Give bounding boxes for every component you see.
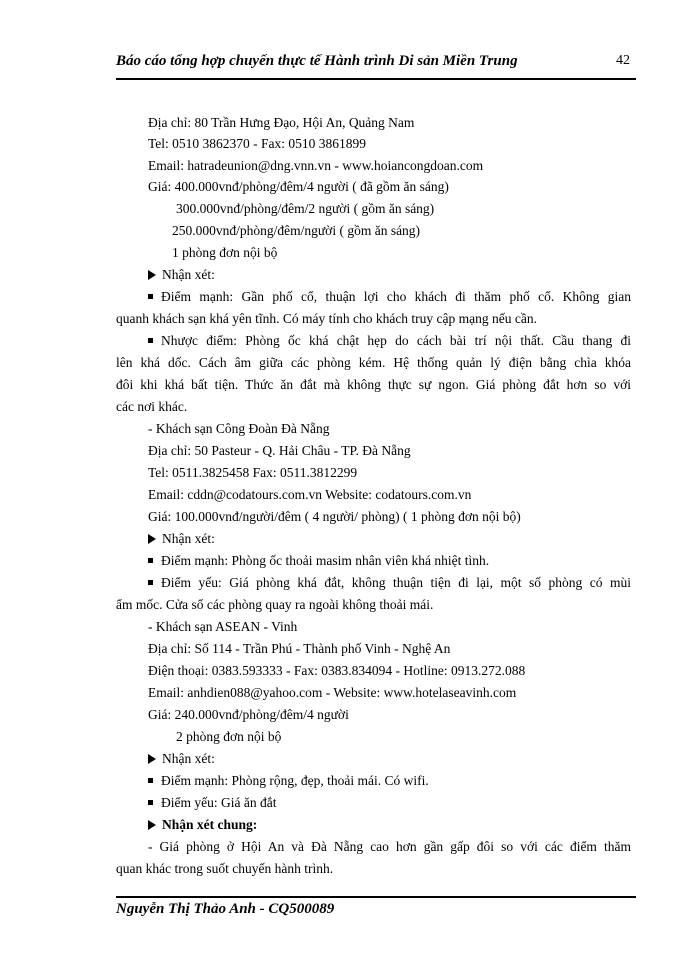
- square-bullet-icon: [148, 338, 153, 343]
- hoian-price-3: 250.000vnđ/phòng/đêm/người ( gồm ăn sáng): [172, 223, 421, 238]
- hoian-phone: Tel: 0510 3862370 - Fax: 0510 3861899: [148, 136, 367, 151]
- hoian-strength: Điểm mạnh: Gần phố cổ, thuận lợi cho khách đi thăm phố cổ. Không gian: [116, 286, 631, 307]
- square-bullet-icon: [148, 800, 153, 805]
- arrow-bullet-icon: [148, 820, 156, 830]
- hoian-weakness-cont-2: đôi khi khá bất tiện. Thức ăn đắt mà không thực sự ngon. Giá phòng đắt hơn so với: [116, 377, 631, 392]
- vinh-price-2: 2 phòng đơn nội bộ: [176, 729, 282, 744]
- summary-label: Nhận xét chung:: [162, 817, 258, 832]
- header-divider: [116, 78, 636, 80]
- square-bullet-icon: [148, 558, 153, 563]
- arrow-bullet-icon: [148, 270, 156, 280]
- hoian-price-2: 300.000vnđ/phòng/đêm/2 người ( gồm ăn sáng): [176, 201, 435, 216]
- header-title: Báo cáo tổng hợp chuyến thực tế Hành trình Di sản Miền Trung: [116, 53, 518, 69]
- danang-address: Địa chỉ: 50 Pasteur - Q. Hải Châu - TP. Đà Nẵng: [148, 443, 411, 458]
- arrow-bullet-icon: [148, 754, 156, 764]
- square-bullet-icon: [148, 294, 153, 299]
- hoian-weakness-cont-1: lên khá dốc. Cách âm giữa các phòng kém. Hệ thống quản lý điện bằng chìa khóa: [116, 355, 631, 370]
- vinh-strength: Điểm mạnh: Phòng rộng, đẹp, thoải mái. Có wifi.: [148, 770, 429, 791]
- hoian-strength-cont: quanh khách sạn khá yên tĩnh. Có máy tính cho khách truy cập mạng nếu cần.: [116, 311, 538, 326]
- hoian-price-1: Giá: 400.000vnđ/phòng/đêm/4 người ( đã gồm ăn sáng): [148, 179, 449, 194]
- hoian-email: Email: hatradeunion@dng.vnn.vn - www.hoiancongdoan.com: [148, 158, 484, 173]
- danang-strength: Điểm mạnh: Phòng ốc thoải masim nhân viên khá nhiệt tình.: [148, 550, 489, 571]
- danang-weakness: Điểm yếu: Giá phòng khá đắt, không thuận tiện đi lại, một số phòng có mùi: [116, 572, 631, 593]
- vinh-review: [148, 748, 215, 769]
- arrow-bullet-icon: [148, 534, 156, 544]
- page-header: [116, 53, 636, 75]
- danang-hotel-name: - Khách sạn Công Đoàn Đà Nẵng: [148, 421, 330, 436]
- vinh-email: Email: anhdien088@yahoo.com - Website: www.hotelaseavinh.com: [148, 685, 517, 700]
- danang-weakness-cont: ẩm mốc. Cửa sổ các phòng quay ra ngoài không thoải mái.: [116, 597, 434, 612]
- summary-heading: [148, 814, 257, 835]
- hoian-address: Địa chỉ: 80 Trần Hưng Đạo, Hội An, Quảng Nam: [148, 115, 415, 130]
- hoian-price-4: 1 phòng đơn nội bộ: [172, 245, 278, 260]
- danang-phone: Tel: 0511.3825458 Fax: 0511.3812299: [148, 465, 358, 480]
- vinh-phone: Điện thoại: 0383.593333 - Fax: 0383.834094 - Hotline: 0913.272.088: [148, 663, 526, 678]
- hoian-weakness: Nhược điểm: Phòng ốc khá chật hẹp do cách bài trí nội thất. Cầu thang đi: [116, 330, 631, 351]
- review-label: Nhận xét:: [162, 751, 215, 766]
- vinh-price-1: Giá: 240.000vnđ/phòng/đêm/4 người: [148, 707, 349, 722]
- review-label: Nhận xét:: [162, 267, 215, 282]
- vinh-hotel-name: - Khách sạn ASEAN - Vinh: [148, 619, 298, 634]
- square-bullet-icon: [148, 778, 153, 783]
- vinh-address: Địa chỉ: Số 114 - Trần Phú - Thành phố Vinh - Nghệ An: [148, 641, 451, 656]
- hoian-review: [148, 264, 215, 285]
- hoian-weakness-cont-3: các nơi khác.: [116, 399, 188, 414]
- danang-price: Giá: 100.000vnđ/người/đêm ( 4 người/ phòng) ( 1 phòng đơn nội bộ): [148, 509, 521, 524]
- page-number: 42: [616, 53, 630, 68]
- review-label: Nhận xét:: [162, 531, 215, 546]
- footer-divider: [116, 896, 636, 898]
- page-footer: Nguyễn Thị Thảo Anh - CQ500089: [116, 901, 335, 917]
- summary-text-cont: quan khác trong suốt chuyến hành trình.: [116, 861, 334, 876]
- danang-email: Email: cddn@codatours.com.vn Website: codatours.com.vn: [148, 487, 472, 502]
- summary-text: - Giá phòng ở Hội An và Đà Nẵng cao hơn gần gấp đôi so với các điểm thăm: [148, 839, 631, 854]
- vinh-weakness: Điểm yếu: Giá ăn đắt: [148, 792, 276, 813]
- danang-review: [148, 528, 215, 549]
- square-bullet-icon: [148, 580, 153, 585]
